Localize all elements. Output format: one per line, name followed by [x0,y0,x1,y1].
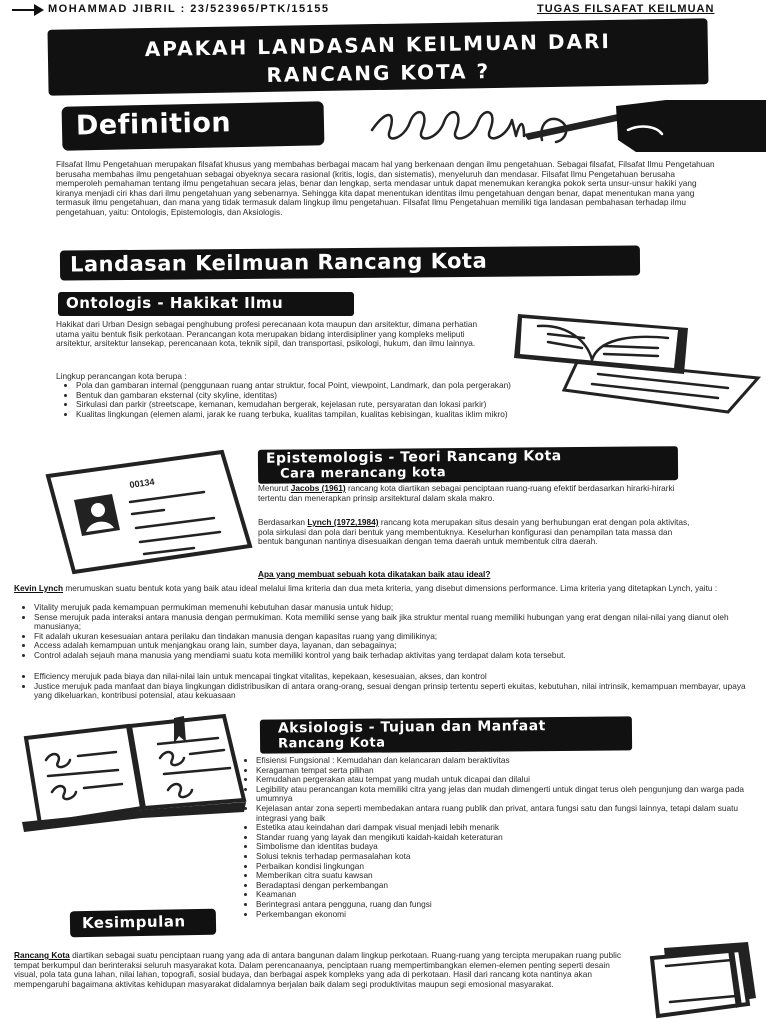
list-item: • Keragaman tempat serta pilihan [256,766,762,776]
card-code: 00134 [128,476,156,490]
aksiologis-heading [260,716,632,753]
list-item: • Efisiensi Fungsional : Kemudahan dan kelancaran dalam beraktivitas [256,756,762,766]
aksiologis-list [236,756,762,919]
ontologis-list [56,381,516,419]
list-item: • Estetika atau keindahan dari dampak visual menjadi lebih menarik [256,823,762,833]
list-item: • Kemudahan pergerakan atau tempat yang mudah untuk dicapai dan dilalui [256,775,762,785]
definition-text: Filsafat Ilmu Pengetahuan merupakan filsafat khusus yang membahas berbagai macam hal yang berkenaan dengan ilmu pengetahuan. Sebagai filsafat, Filsafat Ilmu Pengetahuan berusaha membahas ilmu pengetahuan sebagai obyeknya secara rasional (kritis, logis, dan sistematis), menyeluruh dan mendasar. Filsafat Ilmu Pengetahuan berusaha memperoleh pemahaman tentang ilmu pengetahuan secara jelas, benar dan lengkap, serta mendasar untuk dapat menemukan kerangka pokok serta unsur-unsur hakiki yang kiranya menjadi ciri khas dari ilmu pengetahuan yang sebenarnya. Sehingga kita dapat menentukan identitas ilmu pengetahuan dengan benar, dapat menentukan mana yang termasuk ilmu pengetahuan, dan mana yang tidak termasuk dalam lingkup ilmu pengetahuan. Filsafat Ilmu Pengetahuan memiliki tiga landasan pembahasan terhadap ilmu pengetahuan, yaitu: Ontologis, Epistemologis, dan Aksiologis. [56,159,715,217]
title-banner [47,18,708,96]
kevin-lynch-name: Kevin Lynch [14,583,64,593]
list-item: • Beradaptasi dengan perkembangan [256,881,762,891]
list-item: • Access adalah kemampuan untuk menjangkau orang lain, sumber daya, layanan, dan sebagainya; [34,641,746,651]
list-item: • Berintegrasi antara pengguna, ruang dan fungsi [256,900,762,910]
pen-scribble-icon [366,100,766,152]
title-line-1: APAKAH LANDASAN KEILMUAN DARI [144,28,611,62]
epistemologis-heading-1: Epistemologis - Teori Rancang Kota [265,448,562,467]
rancang-kota-name: Rancang Kota [14,950,70,960]
notebook-icon [644,940,760,1020]
list-item: • Kejelasan antar zona seperti membedakan antara ruang publik dan privat, antara fungsi satu dan fungsi lainnya, tetapi dalam suatu integrasi yang baik [256,804,762,823]
list-item: • Efficiency merujuk pada biaya dan nilai-nilai lain untuk mencapai tingkat vitalitas, kepekaan, kesesuaian, akses, dan kontrol [34,672,746,682]
list-item: • Bentuk dan gambaran eksternal (city skyline, identitas) [76,391,516,401]
lynch-link: Lynch (1972,1984) [307,517,379,527]
kesimpulan-text: Rancang Kota diartikan sebagai suatu penciptaan ruang yang ada di antara bangunan dalam lingkup perkotaan. Ruang-ruang yang tercipta merupakan ruang public tempat berkumpul dan berinteraksi seluruh masyarakat kota. Dalam perencanaanya, penciptaan ruang mempertimbangkan elemen-elemen penting seperti desain visual, pola tata guna lahan, nilai lahan, topografi, sosial budaya, dan berbagai aspek kompleks yang ada di perkotaan. Hasil dari rancang kota nantinya akan mempengaruhi bagaimana aktivitas kehidupan masyarakat didalamnya berjalan baik dalam segi produktivitas maupun segi emosional masyarakat. [14,950,621,989]
ontologis-text: Hakikat dari Urban Design sebagai penghubung profesi perecanaan kota maupun dan arsitektur, dimana perhatian utama yaitu bentuk fisik perkotaan. Perancangan kota merupakan bidang interdisipliner yang kompleks meliputi arsitektur, arsitektur lansekap, perencanaan kota, teknik sipil, dan transportasi, psikologi, hukum, dan ilmu lainnya. [56,319,478,349]
lynch-criteria-list [14,603,746,661]
landasan-heading: Landasan Keilmuan Rancang Kota [60,245,640,280]
list-item: • Perkembangan ekonomi [256,910,762,920]
aksiologis-heading-2: Rancang Kota [278,735,386,752]
list-item: • Simbolisme dan identitas budaya [256,842,762,852]
list-item: • Fit adalah ukuran kesesuaian antara perilaku dan tindakan manusia dengan kapasitas ruang yang dimilikinya; [34,632,746,642]
list-item: • Sirkulasi dan parkir (streetscape, kemanan, kemudahan bergerak, kejelasan rute, persyaratan dan lokasi parkir) [76,400,516,410]
list-item: • Perbaikan kondisi lingkungan [256,862,762,872]
epistemologis-heading-2: Cara merancang kota [280,465,447,482]
header-author: MOHAMMAD JIBRIL : 23/523965/PTK/15155 [48,3,330,15]
list-item: • Standar ruang yang layak dan mengikuti kaidah-kaidah keteraturan [256,833,762,843]
epistemologis-p1: Menurut Jacobs (1961) rancang kota diartikan sebagai penciptaan ruang-ruang efektif berdasarkan hirarki-hirarki tertentu dan menerapkan prinsip arsitektural dalam skala makro. [258,483,675,503]
list-item: • Solusi teknis terhadap permasalahan kota [256,852,762,862]
list-item: • Vitality merujuk pada kemampuan permukiman memenuhi kebutuhan dasar manusia untuk hidup; [34,603,746,613]
list-item: • Pola dan gambaran internal (penggunaan ruang antar struktur, focal Point, viewpoint, Landmark, dan pola pergerakan) [76,381,516,391]
header-course: TUGAS FILSAFAT KEILMUAN [537,3,715,15]
list-item: • Justice merujuk pada manfaat dan biaya lingkungan didistribusikan di antara orang-orang, sesuai dengan prinsip tertentu seperti ekuitas, kebutuhan, nilai intrinsik, kemampuan membayar, upaya yang dikeluarkan, kontribusi potensial, atau kekuasaan [34,682,746,701]
open-book-icon [18,712,250,834]
jacobs-link: Jacobs (1961) [290,483,346,493]
title-line-2: RANCANG KOTA ? [266,59,491,87]
papers-stack-icon [508,308,768,418]
list-item: • Kualitas lingkungan (elemen alami, jarak ke ruang terbuka, kualitas tampilan, kualitas kebisingan, kualitas iklim mikro) [76,410,516,420]
epistemologis-question: Apa yang membuat sebuah kota dikatakan baik atau ideal? [258,569,491,579]
list-item: • Memberikan citra suatu kawsan [256,871,762,881]
list-item: • Sense merujuk pada interaksi antara manusia dengan permukiman. Kota memiliki sense yang baik jika struktur mental ruang memiliki hubungan yang erat dengan nilai-nilai yang dianut oleh manusianya; [34,613,746,632]
lynch-meta-list [14,672,746,701]
list-item: • Legibility atau perancangan kota memiliki citra yang jelas dan mudah dimengerti untuk dingat terus oleh pengunjung dan warga pada umumnya [256,785,762,804]
definition-heading: Definition [62,101,325,150]
ontologis-heading: Ontologis - Hakikat Ilmu [58,292,354,316]
list-item: • Keamanan [256,890,762,900]
kesimpulan-heading: Kesimpulan [70,909,216,938]
lynch-intro: Kevin Lynch merumuskan suatu bentuk kota yang baik atau ideal melalui lima kriteria dan dua meta kriteria, yang disebut dimensions performance. Lima kriteria yang ditetapkan Lynch, yaitu : [14,583,718,593]
ontologis-list-intro: Lingkup perancangan kota berupa : [56,371,187,381]
aksiologis-heading-1: Aksiologis - Tujuan dan Manfaat [277,718,546,737]
list-item: • Control adalah sejauh mana manusia yang mendiami suatu kota memiliki kontrol yang baik terhadap aktivitas yang terdapat dalam kota tersebut. [34,651,746,661]
header-arrow-icon [10,3,46,17]
epistemologis-heading [258,446,678,484]
epistemologis-p2: Berdasarkan Lynch (1972,1984) rancang kota merupakan situs desain yang berhubungan erat dengan pola aktivitas, pola sirkulasi dan pola dari bentuk yang membentuknya. Keselurhan konfigurasi dan penampilan tata massa dan bentuk bangunan nantinya disesuaikan dengan tema daerah untuk membentuk citra daerah. [258,517,690,547]
id-card-icon [44,448,258,576]
